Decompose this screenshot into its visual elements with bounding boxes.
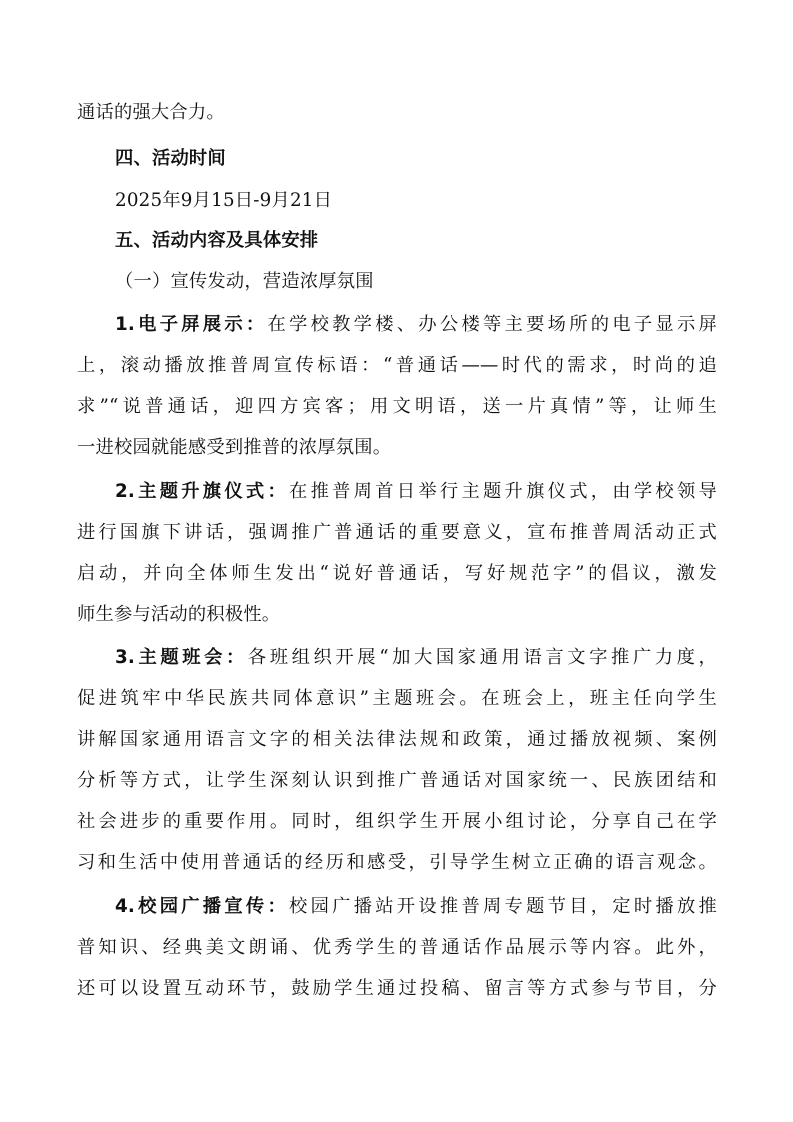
item-2-line-1: 在推普周首日举行主题升旗仪式，由学校领导 [289, 481, 718, 502]
item-1-line-4: 一进校园就能感受到推普的浓厚氛围。 [77, 437, 392, 458]
item-2-line-4: 师生参与活动的积极性。 [77, 604, 281, 625]
section-4-heading: 四、活动时间 [115, 148, 226, 169]
item-3-line-5: 社会进步的重要作用。同时，组织学生开展小组讨论，分享自己在学 [77, 811, 717, 832]
item-3-line-6: 习和生活中使用普通话的经历和感受，引导学生树立正确的语言观念。 [77, 852, 717, 873]
item-4-line-1: 校园广播站开设推普周专题节目，定时播放推 [289, 896, 718, 917]
item-3-line-4: 分析等方式，让学生深刻认识到推广普通话对国家统一、民族团结和 [77, 770, 717, 791]
item-1-line-1: 在学校教学楼、办公楼等主要场所的电子显示屏 [267, 314, 718, 335]
item-4-line-2: 普知识、经典美文朗诵、优秀学生的普通话作品展示等内容。此外， [77, 937, 717, 958]
item-2-line-3: 启动，并向全体师生发出“说好普通话，写好规范字”的倡议，激发 [77, 563, 717, 584]
item-3-lead: 3.主题班会： [115, 647, 248, 668]
item-4-first-line [115, 895, 717, 919]
item-3-line-3: 讲解国家通用语言文字的相关法律法规和政策，通过播放视频、案例 [77, 729, 717, 750]
item-3-first-line [115, 646, 717, 670]
activity-date-range: 2025年9月15日-9月21日 [115, 190, 333, 211]
continuation-text: 通话的强大合力。 [77, 102, 225, 123]
item-3-line-2: 促进筑牢中华民族共同体意识”主题班会。在班会上，班主任向学生 [77, 688, 717, 709]
item-1-lead: 1.电子屏展示： [115, 314, 268, 335]
item-1-first-line [115, 313, 717, 337]
item-1-line-2: 上，滚动播放推普周宣传标语：“普通话——时代的需求，时尚的追 [77, 355, 717, 376]
item-3-line-1: 各班组织开展“加大国家通用语言文字推广力度， [247, 647, 717, 668]
item-4-lead: 4.校园广播宣传： [115, 896, 290, 917]
item-4-line-3: 还可以设置互动环节，鼓励学生通过投稿、留言等方式参与节目，分 [77, 978, 717, 999]
item-2-lead: 2.主题升旗仪式： [115, 481, 290, 502]
subsection-1-heading: （一）宣传发动，营造浓厚氛围 [115, 271, 374, 292]
item-1-line-3: 求”“说普通话，迎四方宾客；用文明语，送一片真情”等，让师生 [77, 396, 717, 417]
section-5-heading: 五、活动内容及具体安排 [115, 230, 319, 251]
item-2-first-line [115, 480, 717, 504]
item-2-line-2: 进行国旗下讲话，强调推广普通话的重要意义，宣布推普周活动正式 [77, 522, 717, 543]
